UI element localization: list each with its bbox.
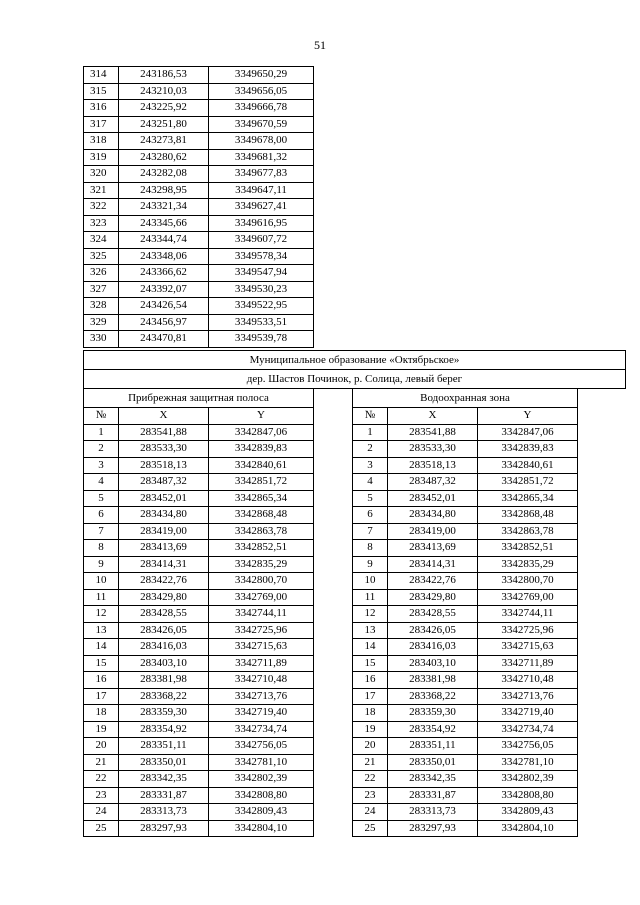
- x-coordinate-cell: 283331,87: [119, 787, 209, 804]
- table-row: [84, 540, 314, 557]
- point-number-cell: 13: [84, 622, 119, 639]
- table-row: [84, 622, 314, 639]
- table-row: [84, 232, 314, 249]
- point-number-cell: 16: [353, 672, 388, 689]
- table-row: [84, 67, 314, 84]
- table-row: [353, 705, 578, 722]
- table-row: [353, 639, 578, 656]
- point-number-cell: 21: [84, 754, 119, 771]
- x-coordinate-cell: 283354,92: [119, 721, 209, 738]
- table-row: [84, 166, 314, 183]
- x-coordinate-cell: 283368,22: [119, 688, 209, 705]
- x-coordinate-cell: 243344,74: [119, 232, 209, 249]
- point-number-cell: 1: [353, 424, 388, 441]
- x-coordinate-cell: 283413,69: [119, 540, 209, 557]
- point-number-cell: 25: [84, 820, 119, 837]
- x-coordinate-cell: 243470,81: [119, 331, 209, 348]
- point-number-cell: 321: [84, 182, 119, 199]
- table-row: [84, 215, 314, 232]
- x-coordinate-cell: 283313,73: [388, 804, 478, 821]
- coordinates-table-continued: [83, 66, 314, 348]
- y-coordinate-cell: 3342719,40: [478, 705, 578, 722]
- x-coordinate-cell: 243426,54: [119, 298, 209, 315]
- y-coordinate-cell: 3342804,10: [209, 820, 314, 837]
- y-coordinate-cell: 3349530,23: [209, 281, 314, 298]
- y-coordinate-cell: 3342809,43: [478, 804, 578, 821]
- column-header-y: Y: [478, 408, 578, 425]
- table-row: [84, 248, 314, 265]
- table-row: [353, 457, 578, 474]
- table-row: [84, 116, 314, 133]
- table-row: [353, 474, 578, 491]
- table-row: [84, 705, 314, 722]
- y-coordinate-cell: 3342852,51: [209, 540, 314, 557]
- y-coordinate-cell: 3342710,48: [478, 672, 578, 689]
- table-row: [84, 100, 314, 117]
- point-number-cell: 18: [353, 705, 388, 722]
- x-coordinate-cell: 243348,06: [119, 248, 209, 265]
- point-number-cell: 6: [353, 507, 388, 524]
- y-coordinate-cell: 3349681,32: [209, 149, 314, 166]
- table-row: [84, 281, 314, 298]
- y-coordinate-cell: 3342734,74: [209, 721, 314, 738]
- table-row: [353, 523, 578, 540]
- x-coordinate-cell: 283426,05: [388, 622, 478, 639]
- y-coordinate-cell: 3342725,96: [478, 622, 578, 639]
- municipality-header-table: [83, 350, 626, 389]
- table-row: [84, 804, 314, 821]
- x-coordinate-cell: 283419,00: [119, 523, 209, 540]
- x-coordinate-cell: 283429,80: [119, 589, 209, 606]
- point-number-cell: 320: [84, 166, 119, 183]
- x-coordinate-cell: 283426,05: [119, 622, 209, 639]
- table-row: [353, 424, 578, 441]
- point-number-cell: 22: [353, 771, 388, 788]
- y-coordinate-cell: 3349607,72: [209, 232, 314, 249]
- municipality-title: Муниципальное образование «Октябрьское»: [84, 351, 626, 370]
- point-number-cell: 4: [353, 474, 388, 491]
- x-coordinate-cell: 283434,80: [388, 507, 478, 524]
- table-row: [84, 314, 314, 331]
- y-coordinate-cell: 3342769,00: [478, 589, 578, 606]
- x-coordinate-cell: 243210,03: [119, 83, 209, 100]
- x-coordinate-cell: 283342,35: [388, 771, 478, 788]
- x-coordinate-cell: 243298,95: [119, 182, 209, 199]
- table-row: [84, 133, 314, 150]
- table-row: [353, 490, 578, 507]
- table-row: [353, 655, 578, 672]
- point-number-cell: 18: [84, 705, 119, 722]
- x-coordinate-cell: 243282,08: [119, 166, 209, 183]
- y-coordinate-cell: 3349533,51: [209, 314, 314, 331]
- y-coordinate-cell: 3342710,48: [209, 672, 314, 689]
- x-coordinate-cell: 283413,69: [388, 540, 478, 557]
- point-number-cell: 329: [84, 314, 119, 331]
- x-coordinate-cell: 283414,31: [388, 556, 478, 573]
- y-coordinate-cell: 3342839,83: [478, 441, 578, 458]
- table-row: [84, 265, 314, 282]
- y-coordinate-cell: 3349650,29: [209, 67, 314, 84]
- table-row: [84, 820, 314, 837]
- point-number-cell: 6: [84, 507, 119, 524]
- y-coordinate-cell: 3342781,10: [209, 754, 314, 771]
- table-row: [84, 754, 314, 771]
- table-row: [353, 820, 578, 837]
- table-row: [84, 457, 314, 474]
- point-number-cell: 9: [353, 556, 388, 573]
- point-number-cell: 5: [84, 490, 119, 507]
- table-row: [84, 331, 314, 348]
- coastal-strip-table-body: [84, 424, 314, 837]
- y-coordinate-cell: 3342711,89: [478, 655, 578, 672]
- y-coordinate-cell: 3349627,41: [209, 199, 314, 216]
- point-number-cell: 23: [353, 787, 388, 804]
- page-number: 51: [314, 38, 326, 52]
- point-number-cell: 10: [84, 573, 119, 590]
- x-coordinate-cell: 243280,62: [119, 149, 209, 166]
- y-coordinate-cell: 3349677,83: [209, 166, 314, 183]
- x-coordinate-cell: 283428,55: [388, 606, 478, 623]
- water-protection-zone-title: Водоохранная зона: [353, 389, 578, 408]
- x-coordinate-cell: 283342,35: [119, 771, 209, 788]
- table-row: [84, 523, 314, 540]
- top-table-body: [84, 67, 314, 348]
- point-number-cell: 319: [84, 149, 119, 166]
- point-number-cell: 25: [353, 820, 388, 837]
- point-number-cell: 24: [84, 804, 119, 821]
- point-number-cell: 326: [84, 265, 119, 282]
- y-coordinate-cell: 3349578,34: [209, 248, 314, 265]
- table-row: [353, 589, 578, 606]
- x-coordinate-cell: 283403,10: [119, 655, 209, 672]
- point-number-cell: 11: [84, 589, 119, 606]
- table-row: [353, 754, 578, 771]
- x-coordinate-cell: 283381,98: [388, 672, 478, 689]
- x-coordinate-cell: 283541,88: [388, 424, 478, 441]
- point-number-cell: 14: [353, 639, 388, 656]
- x-coordinate-cell: 283518,13: [119, 457, 209, 474]
- point-number-cell: 15: [353, 655, 388, 672]
- x-coordinate-cell: 283541,88: [119, 424, 209, 441]
- point-number-cell: 322: [84, 199, 119, 216]
- x-coordinate-cell: 283419,00: [388, 523, 478, 540]
- table-row: [353, 606, 578, 623]
- point-number-cell: 16: [84, 672, 119, 689]
- table-row: [353, 573, 578, 590]
- x-coordinate-cell: 283313,73: [119, 804, 209, 821]
- y-coordinate-cell: 3349666,78: [209, 100, 314, 117]
- table-row: [353, 441, 578, 458]
- location-title: дер. Шастов Починок, р. Солица, левый берег: [84, 370, 626, 389]
- point-number-cell: 17: [353, 688, 388, 705]
- column-header-x: X: [119, 408, 209, 425]
- table-row: [84, 688, 314, 705]
- point-number-cell: 3: [84, 457, 119, 474]
- x-coordinate-cell: 283429,80: [388, 589, 478, 606]
- point-number-cell: 19: [353, 721, 388, 738]
- x-coordinate-cell: 283351,11: [388, 738, 478, 755]
- y-coordinate-cell: 3342839,83: [209, 441, 314, 458]
- table-row: [84, 149, 314, 166]
- x-coordinate-cell: 283434,80: [119, 507, 209, 524]
- x-coordinate-cell: 283414,31: [119, 556, 209, 573]
- point-number-cell: 315: [84, 83, 119, 100]
- column-header-x: X: [388, 408, 478, 425]
- table-row: [84, 424, 314, 441]
- y-coordinate-cell: 3342756,05: [209, 738, 314, 755]
- point-number-cell: 20: [353, 738, 388, 755]
- x-coordinate-cell: 283533,30: [119, 441, 209, 458]
- point-number-cell: 330: [84, 331, 119, 348]
- point-number-cell: 2: [353, 441, 388, 458]
- point-number-cell: 12: [84, 606, 119, 623]
- x-coordinate-cell: 243186,53: [119, 67, 209, 84]
- x-coordinate-cell: 283452,01: [388, 490, 478, 507]
- y-coordinate-cell: 3349539,78: [209, 331, 314, 348]
- x-coordinate-cell: 283351,11: [119, 738, 209, 755]
- coastal-strip-title: Прибрежная защитная полоса: [84, 389, 314, 408]
- point-number-cell: 323: [84, 215, 119, 232]
- y-coordinate-cell: 3342781,10: [478, 754, 578, 771]
- table-row: [353, 540, 578, 557]
- y-coordinate-cell: 3342719,40: [209, 705, 314, 722]
- point-number-cell: 10: [353, 573, 388, 590]
- x-coordinate-cell: 283533,30: [388, 441, 478, 458]
- y-coordinate-cell: 3342865,34: [478, 490, 578, 507]
- y-coordinate-cell: 3342769,00: [209, 589, 314, 606]
- table-row: [353, 556, 578, 573]
- x-coordinate-cell: 243321,34: [119, 199, 209, 216]
- point-number-cell: 11: [353, 589, 388, 606]
- coastal-strip-table: [83, 388, 314, 837]
- x-coordinate-cell: 243273,81: [119, 133, 209, 150]
- water-protection-zone-table: [352, 388, 578, 837]
- point-number-cell: 324: [84, 232, 119, 249]
- y-coordinate-cell: 3342809,43: [209, 804, 314, 821]
- x-coordinate-cell: 243366,62: [119, 265, 209, 282]
- table-row: [353, 507, 578, 524]
- table-row: [84, 182, 314, 199]
- point-number-cell: 22: [84, 771, 119, 788]
- y-coordinate-cell: 3342863,78: [478, 523, 578, 540]
- x-coordinate-cell: 283331,87: [388, 787, 478, 804]
- point-number-cell: 3: [353, 457, 388, 474]
- x-coordinate-cell: 283354,92: [388, 721, 478, 738]
- table-row: [84, 474, 314, 491]
- column-header-number: №: [84, 408, 119, 425]
- point-number-cell: 7: [84, 523, 119, 540]
- point-number-cell: 13: [353, 622, 388, 639]
- point-number-cell: 5: [353, 490, 388, 507]
- x-coordinate-cell: 243251,80: [119, 116, 209, 133]
- x-coordinate-cell: 283452,01: [119, 490, 209, 507]
- table-row: [84, 655, 314, 672]
- y-coordinate-cell: 3342808,80: [209, 787, 314, 804]
- x-coordinate-cell: 283518,13: [388, 457, 478, 474]
- table-row: [84, 298, 314, 315]
- table-row: [84, 639, 314, 656]
- table-row: [84, 606, 314, 623]
- table-row: [84, 771, 314, 788]
- table-row: [84, 721, 314, 738]
- water-protection-zone-table-body: [353, 424, 578, 837]
- y-coordinate-cell: 3342808,80: [478, 787, 578, 804]
- y-coordinate-cell: 3342868,48: [209, 507, 314, 524]
- y-coordinate-cell: 3342851,72: [478, 474, 578, 491]
- point-number-cell: 12: [353, 606, 388, 623]
- x-coordinate-cell: 283416,03: [388, 639, 478, 656]
- point-number-cell: 8: [84, 540, 119, 557]
- y-coordinate-cell: 3342835,29: [209, 556, 314, 573]
- table-row: [84, 199, 314, 216]
- table-row: [84, 787, 314, 804]
- y-coordinate-cell: 3342804,10: [478, 820, 578, 837]
- table-row: [353, 771, 578, 788]
- point-number-cell: 318: [84, 133, 119, 150]
- x-coordinate-cell: 283359,30: [119, 705, 209, 722]
- y-coordinate-cell: 3342725,96: [209, 622, 314, 639]
- table-row: [353, 688, 578, 705]
- y-coordinate-cell: 3342800,70: [478, 573, 578, 590]
- y-coordinate-cell: 3342847,06: [209, 424, 314, 441]
- point-number-cell: 2: [84, 441, 119, 458]
- table-row: [353, 622, 578, 639]
- x-coordinate-cell: 283403,10: [388, 655, 478, 672]
- x-coordinate-cell: 243225,92: [119, 100, 209, 117]
- y-coordinate-cell: 3349647,11: [209, 182, 314, 199]
- point-number-cell: 21: [353, 754, 388, 771]
- point-number-cell: 9: [84, 556, 119, 573]
- x-coordinate-cell: 283422,76: [388, 573, 478, 590]
- y-coordinate-cell: 3349678,00: [209, 133, 314, 150]
- table-row: [353, 721, 578, 738]
- point-number-cell: 24: [353, 804, 388, 821]
- point-number-cell: 325: [84, 248, 119, 265]
- y-coordinate-cell: 3342840,61: [209, 457, 314, 474]
- x-coordinate-cell: 243392,07: [119, 281, 209, 298]
- point-number-cell: 20: [84, 738, 119, 755]
- column-header-number: №: [353, 408, 388, 425]
- x-coordinate-cell: 283297,93: [119, 820, 209, 837]
- point-number-cell: 327: [84, 281, 119, 298]
- table-row: [353, 804, 578, 821]
- x-coordinate-cell: 283368,22: [388, 688, 478, 705]
- y-coordinate-cell: 3342756,05: [478, 738, 578, 755]
- y-coordinate-cell: 3342868,48: [478, 507, 578, 524]
- x-coordinate-cell: 283422,76: [119, 573, 209, 590]
- y-coordinate-cell: 3342852,51: [478, 540, 578, 557]
- table-row: [84, 573, 314, 590]
- table-row: [84, 83, 314, 100]
- y-coordinate-cell: 3342847,06: [478, 424, 578, 441]
- y-coordinate-cell: 3342715,63: [209, 639, 314, 656]
- x-coordinate-cell: 283487,32: [388, 474, 478, 491]
- y-coordinate-cell: 3342802,39: [478, 771, 578, 788]
- y-coordinate-cell: 3342865,34: [209, 490, 314, 507]
- point-number-cell: 7: [353, 523, 388, 540]
- table-row: [353, 672, 578, 689]
- y-coordinate-cell: 3342863,78: [209, 523, 314, 540]
- table-row: [84, 490, 314, 507]
- y-coordinate-cell: 3349547,94: [209, 265, 314, 282]
- table-row: [84, 738, 314, 755]
- point-number-cell: 8: [353, 540, 388, 557]
- y-coordinate-cell: 3342744,11: [209, 606, 314, 623]
- point-number-cell: 19: [84, 721, 119, 738]
- y-coordinate-cell: 3342800,70: [209, 573, 314, 590]
- y-coordinate-cell: 3342802,39: [209, 771, 314, 788]
- x-coordinate-cell: 283416,03: [119, 639, 209, 656]
- point-number-cell: 14: [84, 639, 119, 656]
- y-coordinate-cell: 3342851,72: [209, 474, 314, 491]
- y-coordinate-cell: 3342835,29: [478, 556, 578, 573]
- x-coordinate-cell: 283381,98: [119, 672, 209, 689]
- table-row: [84, 441, 314, 458]
- x-coordinate-cell: 243345,66: [119, 215, 209, 232]
- x-coordinate-cell: 283359,30: [388, 705, 478, 722]
- x-coordinate-cell: 283350,01: [388, 754, 478, 771]
- table-row: [84, 507, 314, 524]
- table-row: [353, 787, 578, 804]
- y-coordinate-cell: 3349522,95: [209, 298, 314, 315]
- y-coordinate-cell: 3349656,05: [209, 83, 314, 100]
- x-coordinate-cell: 243456,97: [119, 314, 209, 331]
- table-row: [84, 556, 314, 573]
- y-coordinate-cell: 3349616,95: [209, 215, 314, 232]
- point-number-cell: 314: [84, 67, 119, 84]
- table-row: [353, 738, 578, 755]
- point-number-cell: 4: [84, 474, 119, 491]
- point-number-cell: 317: [84, 116, 119, 133]
- point-number-cell: 1: [84, 424, 119, 441]
- point-number-cell: 15: [84, 655, 119, 672]
- y-coordinate-cell: 3349670,59: [209, 116, 314, 133]
- x-coordinate-cell: 283297,93: [388, 820, 478, 837]
- point-number-cell: 328: [84, 298, 119, 315]
- y-coordinate-cell: 3342711,89: [209, 655, 314, 672]
- y-coordinate-cell: 3342715,63: [478, 639, 578, 656]
- y-coordinate-cell: 3342744,11: [478, 606, 578, 623]
- point-number-cell: 316: [84, 100, 119, 117]
- x-coordinate-cell: 283350,01: [119, 754, 209, 771]
- x-coordinate-cell: 283487,32: [119, 474, 209, 491]
- table-row: [84, 589, 314, 606]
- point-number-cell: 23: [84, 787, 119, 804]
- y-coordinate-cell: 3342713,76: [209, 688, 314, 705]
- table-row: [84, 672, 314, 689]
- y-coordinate-cell: 3342734,74: [478, 721, 578, 738]
- x-coordinate-cell: 283428,55: [119, 606, 209, 623]
- column-header-y: Y: [209, 408, 314, 425]
- y-coordinate-cell: 3342840,61: [478, 457, 578, 474]
- y-coordinate-cell: 3342713,76: [478, 688, 578, 705]
- point-number-cell: 17: [84, 688, 119, 705]
